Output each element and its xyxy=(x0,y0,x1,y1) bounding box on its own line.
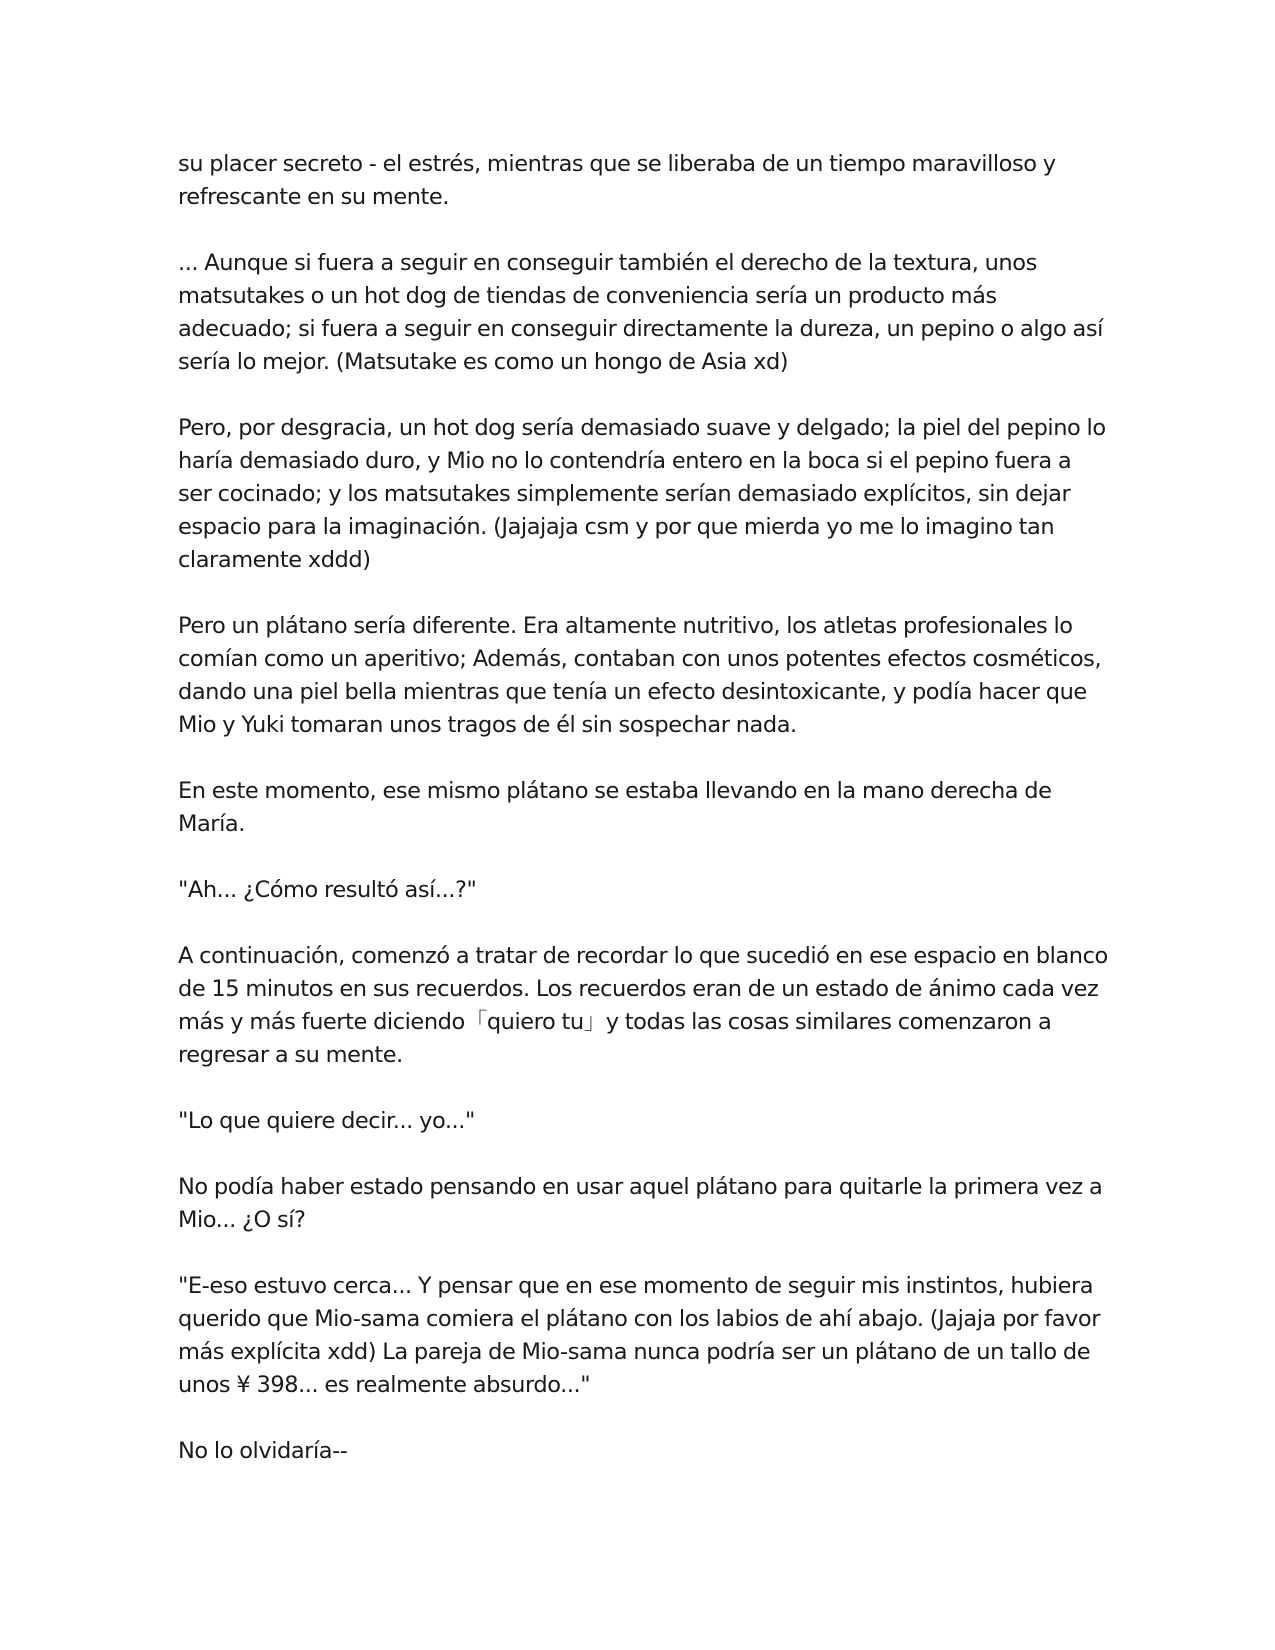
paragraph-11: No lo olvidaría-- xyxy=(178,1438,348,1464)
paragraph-4: Pero un plátano sería diferente. Era altamente nutritivo, los atletas profesionales lo comían como un aperitivo; Además, contaban con unos potentes efectos cosméticos, dando una piel bella mientras que tenía un efecto desintoxicante, y podía hacer que Mio y Yuki tomaran unos tragos de él sin sospechar nada. xyxy=(178,613,1102,738)
paragraph-2: ... Aunque si fuera a seguir en conseguir también el derecho de la textura, unos matsutakes o un hot dog de tiendas de conveniencia sería un producto más adecuado; si fuera a seguir en conseguir directamente la dureza, un pepino o algo así sería lo mejor. (Matsutake es como un hongo de Asia xd) xyxy=(178,250,1103,375)
paragraph-8: "Lo que quiere decir... yo..." xyxy=(178,1108,475,1134)
paragraph-9: No podía haber estado pensando en usar aquel plátano para quitarle la primera vez a Mio... ¿O sí? xyxy=(178,1174,1103,1233)
paragraph-5: En este momento, ese mismo plátano se estaba llevando en la mano derecha de María. xyxy=(178,778,1052,837)
paragraph-10: "E-eso estuvo cerca... Y pensar que en ese momento de seguir mis instintos, hubiera querido que Mio-sama comiera el plátano con los labios de ahí abajo. (Jajaja por favor más explícita xdd) La pareja de Mio-sama nunca podría ser un plátano de un tallo de unos ¥ 398... es realmente absurdo..." xyxy=(178,1273,1101,1398)
paragraph-3: Pero, por desgracia, un hot dog sería demasiado suave y delgado; la piel del pepino lo haría demasiado duro, y Mio no lo contendría entero en la boca si el pepino fuera a ser cocinado; y los matsutakes simplemente serían demasiado explícitos, sin dejar espacio para la imaginación. (Jajajaja csm y por que mierda yo me lo imagino tan claramente xddd) xyxy=(178,415,1106,573)
paragraph-1: su placer secreto - el estrés, mientras que se liberaba de un tiempo maravilloso y refrescante en su mente. xyxy=(178,151,1056,210)
paragraph-6: "Ah... ¿Cómo resultó así...?" xyxy=(178,877,477,903)
document-body xyxy=(178,148,1108,1468)
paragraph-7: A continuación, comenzó a tratar de recordar lo que sucedió en ese espacio en blanco de 15 minutos en sus recuerdos. Los recuerdos eran de un estado de ánimo cada vez más y más fuerte diciendo「quiero tu」y todas las cosas similares comenzaron a regresar a su mente. xyxy=(178,943,1108,1068)
